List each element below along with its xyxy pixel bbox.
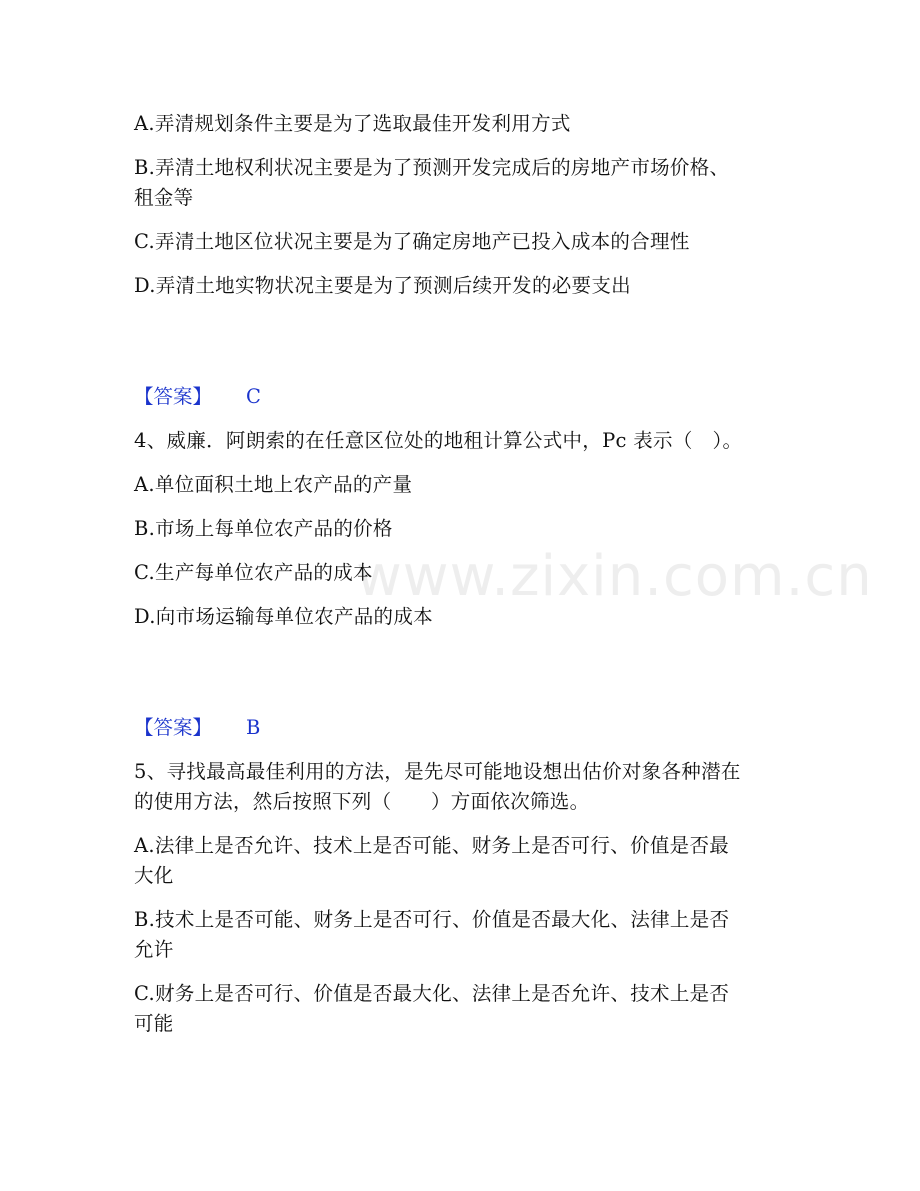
q5-option-a-line1: A.法律上是否允许、技术上是否可能、财务上是否可行、价值是否最: [134, 834, 730, 857]
q3-option-b-line2: 租金等: [134, 186, 194, 209]
q5-question-line1: 5、寻找最高最佳利用的方法，是先尽可能地设想出估价对象各种潜在: [134, 760, 741, 783]
q5-question-line2: 的使用方法，然后按照下列（ ）方面依次筛选。: [134, 790, 590, 813]
answer-value: B: [246, 716, 261, 739]
q4-question: 4、威廉．阿朗索的在任意区位处的地租计算公式中，Pc 表示（ ）。: [134, 429, 743, 452]
answer-4: [134, 715, 260, 741]
q3-option-a: A.弄清规划条件主要是为了选取最佳开发利用方式: [134, 112, 571, 135]
q5-option-b-line2: 允许: [134, 938, 174, 961]
q3-option-d: D.弄清土地实物状况主要是为了预测后续开发的必要支出: [134, 274, 631, 297]
q4-option-d: D.向市场运输每单位农产品的成本: [134, 605, 433, 628]
answer-3: [134, 384, 261, 410]
answer-value: C: [246, 385, 261, 408]
q5-option-a-line2: 大化: [134, 864, 174, 887]
q4-option-c: C.生产每单位农产品的成本: [134, 561, 373, 584]
q4-option-b: B.市场上每单位农产品的价格: [134, 517, 393, 540]
q3-option-b-line1: B.弄清土地权利状况主要是为了预测开发完成后的房地产市场价格、: [134, 156, 730, 179]
q3-option-c: C.弄清土地区位状况主要是为了确定房地产已投入成本的合理性: [134, 230, 690, 253]
answer-tag: 【答案】: [134, 716, 213, 739]
watermark: www.zixin.com.cn: [356, 544, 873, 609]
q5-option-c-line1: C.财务上是否可行、价值是否最大化、法律上是否允许、技术上是否: [134, 982, 730, 1005]
q5-option-b-line1: B.技术上是否可能、财务上是否可行、价值是否最大化、法律上是否: [134, 908, 730, 931]
q5-option-c-line2: 可能: [134, 1012, 174, 1035]
q4-option-a: A.单位面积土地上农产品的产量: [134, 473, 413, 496]
answer-tag: 【答案】: [134, 385, 213, 408]
